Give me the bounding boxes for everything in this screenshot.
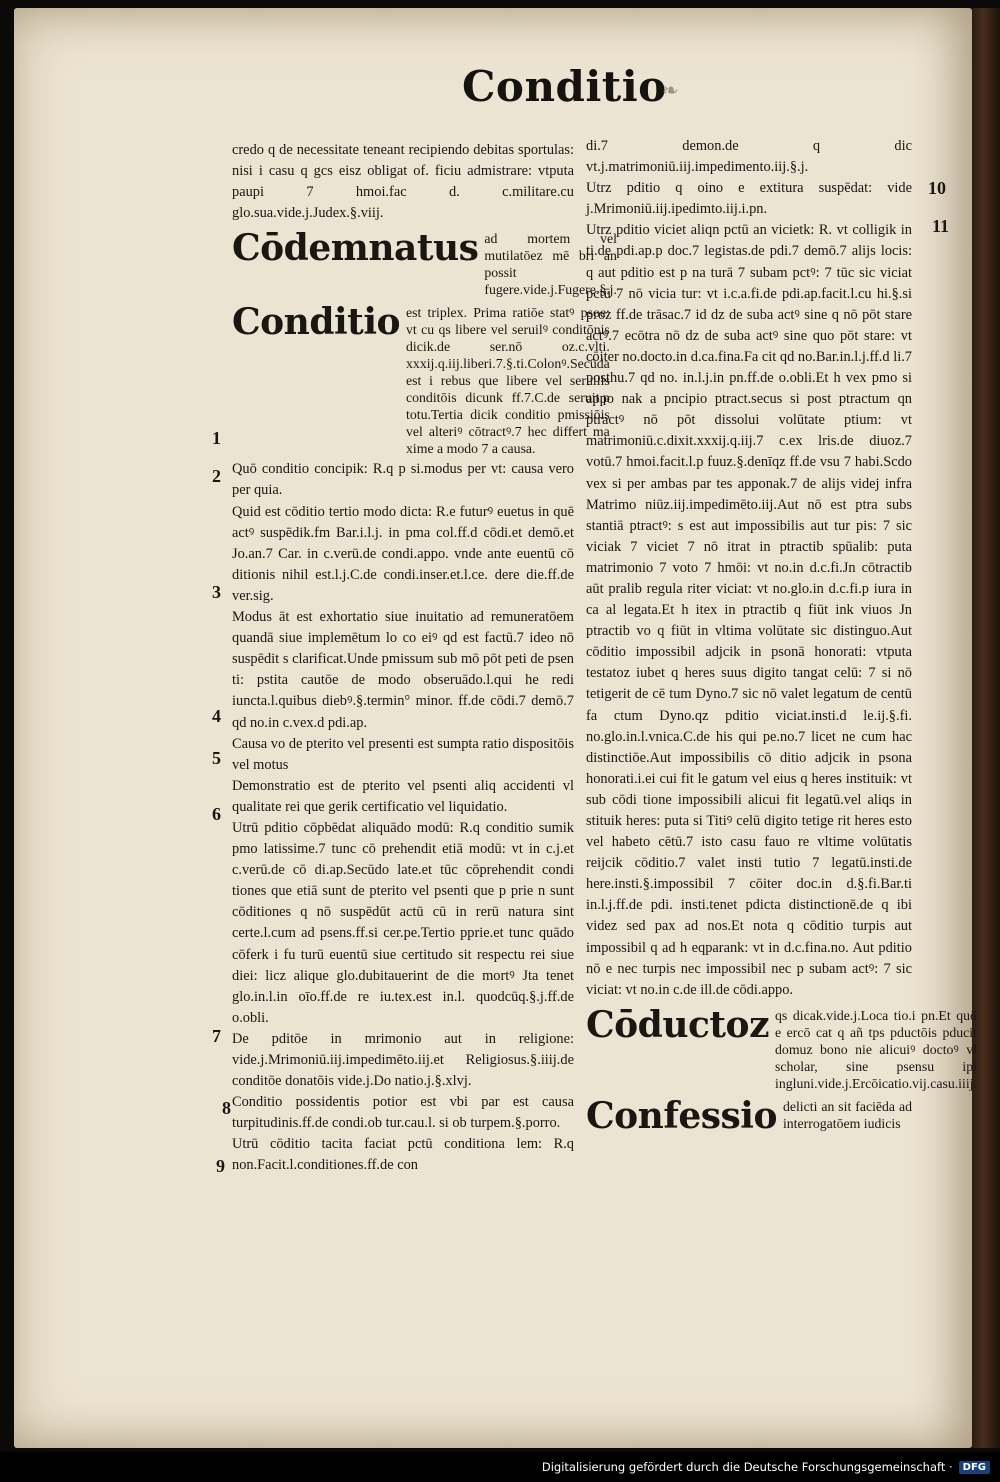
margin-number: 9 [216,1156,225,1176]
margin-number: 11 [932,216,950,236]
left-intro: credo q de necessitate teneant recipiendo debitas sportulas: nisi i casu q gcs eisz obligat of. ficiu admistrare: vtputa paupi 7 hmoi.fac d. c.militare.cu glo.sua.vide.j.Judex.§.viij. [232,142,574,222]
margin-number: 7 [212,1026,221,1046]
margin-number: 10 [928,178,946,198]
paragraph-6: Utrū pditio cōpbēdat aliquādo modū: R.q conditio sumik pmo latissime.7 tunc cō prehendit etiā modū: vt in c.j.et c.verū.de cō di.ap.Secūdo late.et tūc cōprehendit condi tiones que etiā sunt de pterito vel psenti que p prie n sunt cōditiones q nō suspēdūt actū cū in rerū natura sint certe.l.cum ad psens.ff.si cer.pe.Tertio pprie.et tunc quādo cōferk i fu turū euentū siue certitudo sit respectu rei siue diei: licz alique glo.dubitauerint de die mortꝰ Jta tenet glo.in.l.in oīo.ff.de re iu.tex.est in.l. quodcūq.§.j.ff.de o.obli. [232,819,574,1026]
lemma-confessio [586,1094,912,1137]
lemma-word: Confessio [586,1094,777,1137]
paragraph-9: Utrū cōditio tacita faciat pctū conditiona lem: R.q non.Facit.l.conditiones.ff.de con [232,1136,574,1174]
paragraph-10: Utrz pditio q oino e extitura suspēdat: vide j.Mrimoniū.iij.ipedimto.iij.i.pn. [586,180,912,218]
margin-number: 1 [212,428,221,448]
paragraph-2: Quid est cōditio tertio modo dicta: R.e futurꝰ euetus in quē actꝰ suspēdik.fm Bar.i.l.j. in pma col.ff.d cōdi.et demō.et Jo.an.7 Car. in c.verū.de condi.appo. vnde ante euentū cō ditionis nihil est.l.j.C.de condi.inser.et.l.ce. dere die.ff.de ver.sig. [232,503,574,604]
dfg-logo-icon: DFG [959,1461,990,1474]
ornament-icon: ❧ [662,78,679,102]
footer-bar [0,1452,1000,1482]
page-heading: Conditio [462,62,667,111]
lemma-conductor [586,1003,977,1092]
paragraph-4: Causa vo de pterito vel presenti est sumpta ratio dispositōis vel motus [232,735,574,773]
margin-number: 2 [212,466,221,486]
margin-number: 4 [212,706,221,726]
lemma-note: qs dicak.vide.j.Loca tio.i pn.Et quō e ercō cat q añ tps pductōis pducit domuz bono nie alicuiꝰ doctoꝰ vl scholar, sine psensu ipi ingluni.vide.j.Ercōicatio.vij.casu.iiij. [775,1007,977,1091]
lemma-note: delicti an sit faciēda ad interrogatōem iudicis [782,1098,912,1131]
margin-number: 3 [212,582,221,602]
margin-number: 5 [212,748,221,768]
paragraph-1: Quō conditio concipik: R.q p si.modus per vt: causa vero per quia. [232,461,574,499]
paragraph-5: Demonstratio est de pterito vel psenti aliq accidenti vl qualitate rei que gerik certificatio vel liquidatio. [232,777,574,815]
lemma-word: Cōductoz [586,1003,770,1046]
margin-number: 8 [222,1098,231,1118]
margin-number: 6 [212,804,221,824]
lemma-note: ad mortem vel mutilatōez mē bri an possit fugere.vide.j.Fugere.§.j. [484,231,617,298]
paragraph-7: De pditōe in mrimonio aut in religione: vide.j.Mrimoniū.iij.impedimēto.iij.et Religiosus.§.iiij.de conditōe donatōis vide.j.Do natio.j.§.xlvj. [232,1030,574,1090]
footer-credit: Digitalisierung gefördert durch die Deutsche Forschungsgemeinschaft · [541,1460,953,1474]
paragraph-11: Utrz pditio viciet aliqn pctū an vicietk: R. vt colligik in ti.de pdi.ap.p doc.7 legistas.de pdi.7 demō.7 alijs locis: q aut pditio est p na turā 7 subam pctꝰ: 7 tūc sic viciat pctū 7 nō vicia tur: vt i.c.a.fi.de pdi.ap.facit.l.cu hi.§.si proz ff.de trāsac.7 id dz de suba actꝰ sine q nō pōt stare actꝰ.7 ecōtra nō dz de suba actꝰ sine quo pōt stare: vt cōiter no.docto.in d.ca.fina.Fa cit qd no.Bar.in.l.j.ff.d li.7 posthu.7 qd no. in.l.j.in pn.ff.de o.obli.Et h vex pmo si appo nak a pncipio ptract.secus si post ptractum qn ptractꝰ nō pōt dissolui volūtate ptium: vt matrimoniū.c.dixit.xxxij.q.iij.7 c.ex lris.de diuoz.7 votū.7 hmoi.facit.l.p fuuz.§.denīqz ff.de vsu 7 habi.Scdo vex si per ambas par tes apponak.7 de alijs videj infra Matrimo niūz.iij.impedimēto.iij.Aut nō est ptra subs stantiā ptractꝰ: s est aut impossibilis aut tur pis: 7 sic viciak 7 viciet 7 nō itrat in ptractib spūalib: puta matrimonio 7 voto 7 hmōi: vt no.in d.c.fi.Jn cōtractib aūt pralib regula riter viciat: vt no.glo.in d.c.fi.p iura in ca al legata.Et h itex in ptractib q fiūt ink viuos Jn ptractib vo q fiūt in vltima volūtate sic distinguo.Aut cōditio impossibil adjcik in psonā honorati: vtputa testatoz iubet q heres suus digito tangat celū: 7 si nō tetigerit de cē tum Dyno.7 sic nō valet legatum de centū fa ctum Dyno.qz pditio viciat.insti.d le.ij.§.fi. no.glo.in.l.vnica.C.de his qui pe.no.7 licet ne cum hac distinctiōe.Aut impossibilis cō ditio adjcik in psona honorati.i.ei cui fit le gatum vel eius q heres instituik: vt sub cōdi tione impossibili alicui fit legatū.vel aliqs in stituik heres: puta si Titiꝰ celū digito tetige rit heres esto vel habeto cētū.7 isto casu fauo re vltime volūtatis reijcik cōditio.7 valet insti tutio 7 legatū.insti.de here.insti.§.impossibil 7 cōiter doc.in d.§.fi.Bar.ti in.l.j.ff.de pdi. insti.tenet pdicta distinctionē.de q ibi videz sed pax ad nos.Et nota q cōditio turpis aut impossibil q ad h eqparank: vt in d.c.fina.no. Aut pditio nō e nec turpis nec impossibil nec p subam actꝰ: 7 sic viciat: vt no.in c.de ill.de cōdi.appo. [586,222,912,998]
lemma-note: est triplex. Prima ratiōe statꝰ psoe: vt cu qs libere vel seruilꝰ conditōnis dicik.de ser.nō oz.c.vlti. xxxij.q.iij.liberi.7.§.ti.Colonꝰ.Secūda est i rebus que libere vel seruilis conditōis dicunk ff.7.C.de seruit.p totu.Tertia dicik conditio pmissiōis vel alteriꝰ cōtractꝰ.7 hec differt ma xime a modo 7 a causa. [406,305,610,457]
left-column [232,140,617,1177]
lemma-word: Cōdemnatus [232,227,479,270]
right-intro: di.7 demon.de q dic vt.j.matrimoniū.iij.impedimento.iij.§.j. [586,138,912,176]
lemma-conditio [232,301,610,457]
book-spine [972,8,1000,1448]
lemma-word: Conditio [232,301,401,344]
lemma-condemnatus [232,227,617,298]
paragraph-3: Modus āt est exhortatio siue inuitatio ad remuneratōem quandā siue implemētum lo co eiꝰ qd est factū.7 ideo nō suspēdit s clarificat.Unde pmissum sub mō pōt peti de psen ti: pstita cautōe de modo obseruādo.l.qui he redi iuncta.l.quibus diebꝰ.§.termin° minor. ff.de cōdi.7 demō.7 qd no.in c.vex.d pdi.ap. [232,609,574,731]
paragraph-8: Conditio possidentis potior est vbi par est causa turpitudinis.ff.de condi.ob tur.cau.l. si ob turpem.§.porro. [232,1094,574,1132]
